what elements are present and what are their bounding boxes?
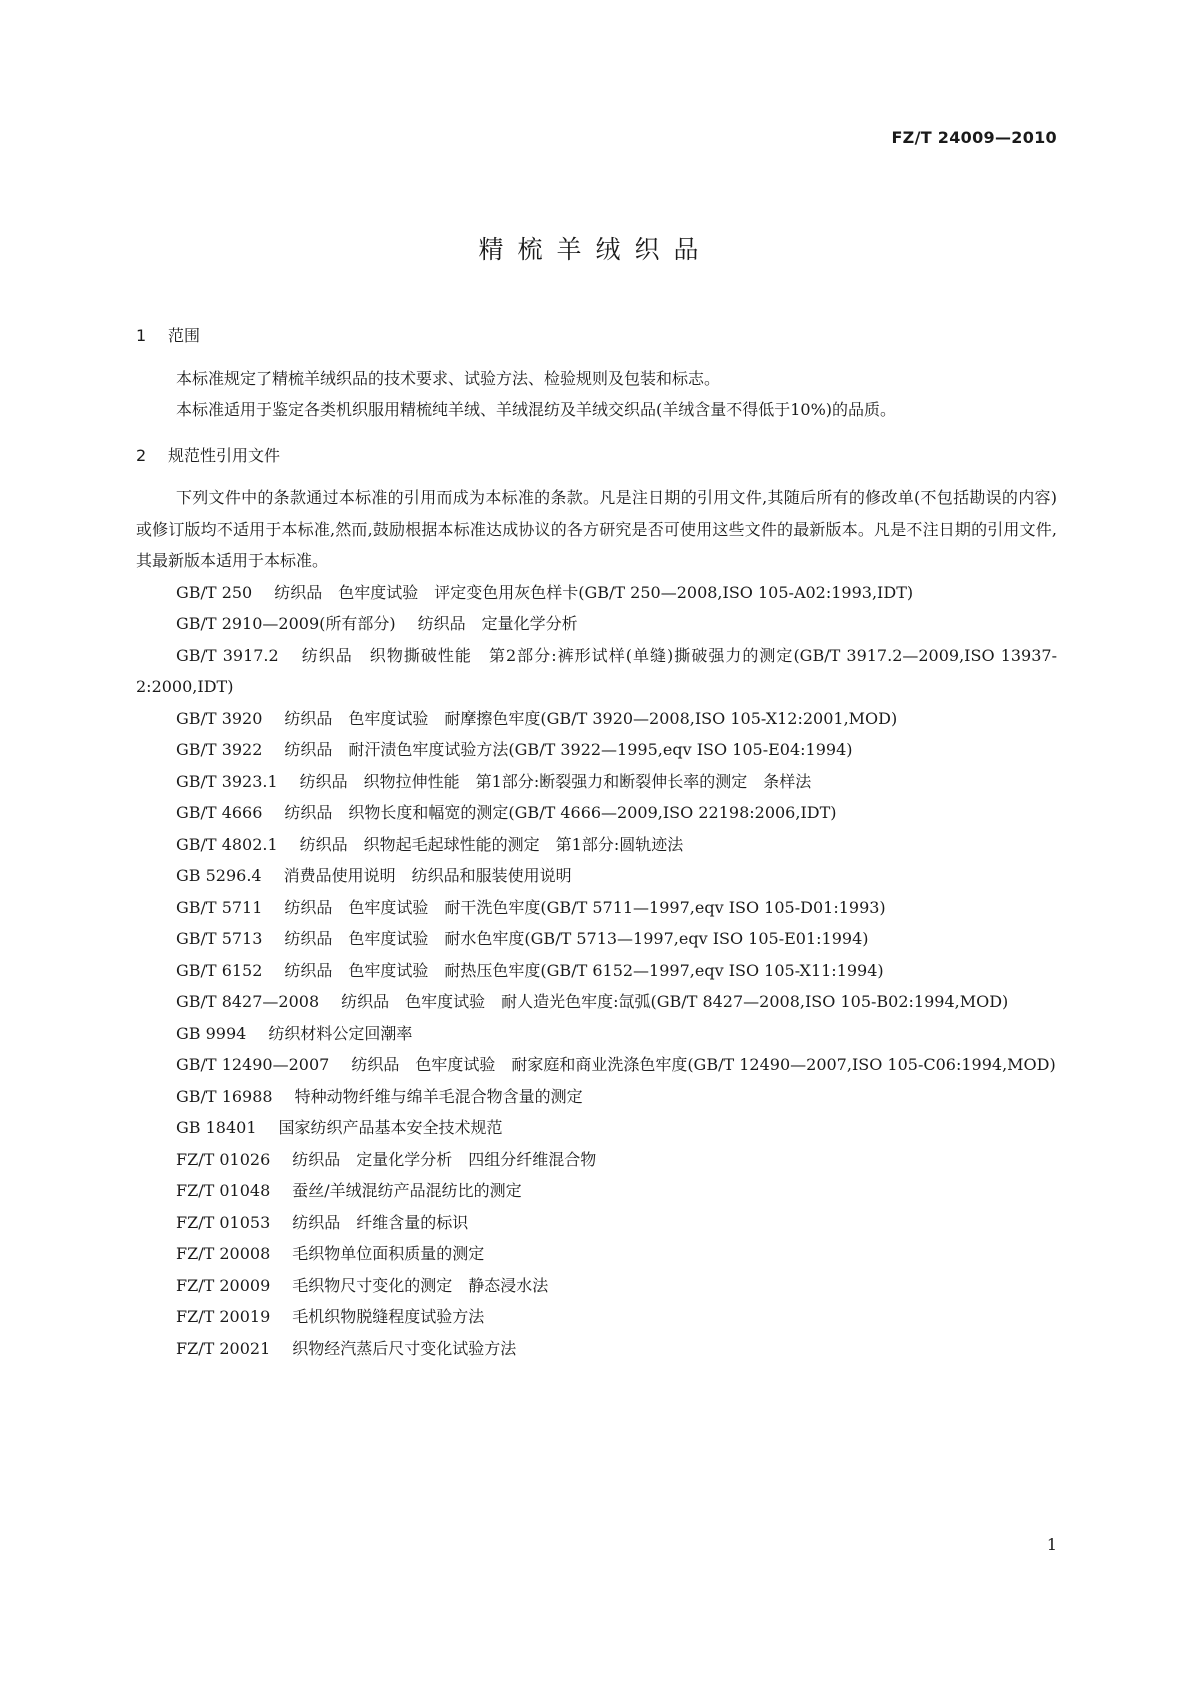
reference-code: GB/T 5713	[176, 929, 263, 948]
reference-item	[136, 734, 1057, 766]
section-number: 1	[136, 326, 147, 345]
section-heading-normative-references	[136, 440, 1057, 472]
reference-item	[136, 766, 1057, 798]
reference-code: GB/T 3920	[176, 708, 263, 728]
reference-code: GB 5296.4	[176, 866, 262, 885]
reference-item	[136, 1081, 1057, 1113]
reference-title: 纺织品 色牢度试验 耐摩擦色牢度(GB/T 3920—2008,ISO 105-X12:2001,MOD)	[284, 708, 898, 728]
reference-item	[136, 577, 1057, 609]
standard-number: FZ/T 24009—2010	[891, 128, 1057, 147]
reference-code: GB/T 4802.1	[176, 834, 278, 854]
reference-title: 纺织品 织物拉伸性能 第1部分:断裂强力和断裂伸长率的测定 条样法	[299, 771, 812, 791]
reference-code: FZ/T 20021	[176, 1338, 271, 1358]
reference-title: 纺织品 耐汗渍色牢度试验方法(GB/T 3922—1995,eqv ISO 105-E04:1994)	[284, 740, 853, 759]
reference-title: 特种动物纤维与绵羊毛混合物含量的测定	[294, 1086, 583, 1106]
page-number: 1	[1046, 1535, 1057, 1554]
reference-title: 纺织品 色牢度试验 耐干洗色牢度(GB/T 5711—1997,eqv ISO 105-D01:1993)	[284, 897, 886, 917]
reference-code: GB/T 5711	[176, 897, 263, 917]
reference-title: 纺织品 织物长度和幅宽的测定(GB/T 4666—2009,ISO 22198:2006,IDT)	[284, 803, 837, 822]
reference-code: FZ/T 20008	[176, 1244, 271, 1263]
reference-title: 织物经汽蒸后尺寸变化试验方法	[292, 1338, 517, 1358]
reference-title: 纺织品 定量化学分析 四组分纤维混合物	[292, 1149, 597, 1169]
reference-list	[136, 577, 1057, 1365]
reference-title: 纺织品 织物起毛起球性能的测定 第1部分:圆轨迹法	[299, 834, 684, 854]
reference-title: 消费品使用说明 纺织品和服装使用说明	[283, 866, 572, 885]
reference-title: 国家纺织产品基本安全技术规范	[278, 1118, 503, 1137]
reference-item	[136, 892, 1057, 924]
reference-code: GB/T 3922	[176, 740, 263, 759]
reference-code: FZ/T 20009	[176, 1275, 271, 1295]
reference-item	[136, 1207, 1057, 1239]
reference-title: 纺织品 色牢度试验 耐人造光色牢度:氙弧(GB/T 8427—2008,ISO 105-B02:1994,MOD)	[341, 992, 1009, 1011]
reference-item	[136, 1301, 1057, 1333]
reference-item	[136, 1112, 1057, 1144]
document-title: 精梳羊绒织品	[478, 235, 713, 264]
section-number: 2	[136, 445, 147, 465]
reference-code: GB/T 4666	[176, 803, 263, 822]
reference-title: 纺织品 色牢度试验 耐水色牢度(GB/T 5713—1997,eqv ISO 105-E01:1994)	[284, 929, 869, 948]
reference-code: GB/T 6152	[176, 960, 263, 980]
reference-code: GB 9994	[176, 1023, 247, 1043]
reference-title: 纺织品 织物撕破性能 第2部分:裤形试样(单缝)撕破强力的测定(GB/T 3917.2—2009,ISO 13937-2:2000,IDT)	[136, 645, 1057, 696]
reference-code: GB/T 8427—2008	[176, 992, 320, 1011]
reference-code: GB/T 3917.2	[176, 645, 279, 665]
reference-title: 毛织物尺寸变化的测定 静态浸水法	[292, 1275, 549, 1295]
reference-code: GB 18401	[176, 1118, 257, 1137]
reference-title: 毛织物单位面积质量的测定	[292, 1244, 485, 1263]
scope-paragraph: 本标准适用于鉴定各类机织服用精梳纯羊绒、羊绒混纺及羊绒交织品(羊绒含量不得低于10%)的品质。	[176, 400, 897, 419]
reference-item	[136, 1175, 1057, 1207]
reference-item	[136, 829, 1057, 861]
document-body	[136, 320, 1057, 1364]
reference-code: GB/T 250	[176, 582, 253, 602]
reference-item	[136, 860, 1057, 892]
reference-title: 蚕丝/羊绒混纺产品混纺比的测定	[292, 1181, 522, 1200]
reference-title: 毛机织物脱缝程度试验方法	[292, 1307, 485, 1326]
section-title: 规范性引用文件	[168, 445, 281, 465]
reference-item	[136, 608, 1057, 640]
reference-title: 纺织材料公定回潮率	[268, 1023, 413, 1043]
reference-item	[136, 797, 1057, 829]
reference-item	[136, 1270, 1057, 1302]
reference-item	[136, 986, 1057, 1018]
reference-item	[136, 703, 1057, 735]
reference-code: GB/T 3923.1	[176, 771, 278, 791]
reference-item	[136, 955, 1057, 987]
reference-title: 纺织品 定量化学分析	[417, 614, 578, 633]
reference-item	[136, 923, 1057, 955]
reference-title: 纺织品 色牢度试验 耐热压色牢度(GB/T 6152—1997,eqv ISO 105-X11:1994)	[284, 960, 884, 980]
reference-title: 纺织品 色牢度试验 评定变色用灰色样卡(GB/T 250—2008,ISO 105-A02:1993,IDT)	[274, 582, 914, 602]
reference-title: 纺织品 纤维含量的标识	[292, 1212, 469, 1232]
scope-paragraph: 本标准规定了精梳羊绒织品的技术要求、试验方法、检验规则及包装和标志。	[176, 368, 721, 388]
reference-item	[136, 1144, 1057, 1176]
reference-code: FZ/T 01048	[176, 1181, 271, 1200]
reference-item	[136, 1333, 1057, 1365]
reference-code: FZ/T 20019	[176, 1307, 271, 1326]
reference-code: FZ/T 01053	[176, 1212, 271, 1232]
reference-code: GB/T 16988	[176, 1086, 273, 1106]
reference-code: GB/T 2910—2009(所有部分)	[176, 614, 396, 633]
section-title: 范围	[168, 326, 201, 345]
reference-item	[136, 1018, 1057, 1050]
reference-item	[136, 1238, 1057, 1270]
reference-code: GB/T 12490—2007	[176, 1055, 330, 1074]
section-heading-scope	[136, 320, 1057, 352]
reference-title: 纺织品 色牢度试验 耐家庭和商业洗涤色牢度(GB/T 12490—2007,ISO 105-C06:1994,MOD)	[351, 1055, 1056, 1074]
reference-item	[136, 640, 1057, 703]
references-intro-paragraph: 下列文件中的条款通过本标准的引用而成为本标准的条款。凡是注日期的引用文件,其随后所有的修改单(不包括勘误的内容)或修订版均不适用于本标准,然而,鼓励根据本标准达成协议的各方研究是否可使用这些文件的最新版本。凡是不注日期的引用文件,其最新版本适用于本标准。	[136, 488, 1057, 570]
reference-code: FZ/T 01026	[176, 1149, 271, 1169]
reference-item	[136, 1049, 1057, 1081]
